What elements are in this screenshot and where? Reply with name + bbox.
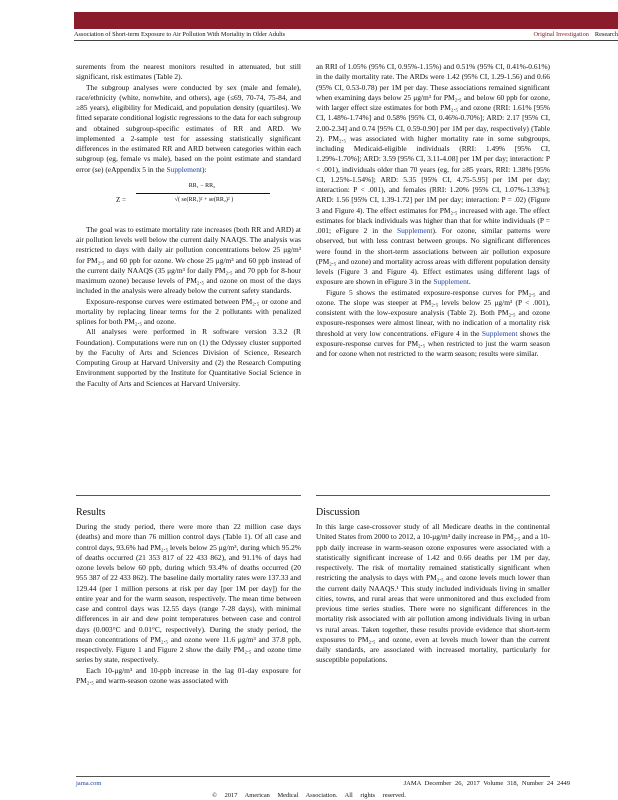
- header-rule: [74, 40, 618, 41]
- discussion-column: [316, 522, 550, 666]
- paragraph: In this large case-crossover study of all Medicare deaths in the continental United States from 2000 to 2012, a 10-μg/m³ daily increase in PM₂.₅ and a 10-ppb daily increase in warm-season ozone exposures were associated with a statistically significant increase of 1.42 and 0.66 deaths per 1M per day, respectively. The risk of mortality remained statistically significant when restricting the analysis to days with PM₂.₅ and ozone levels much lower than the current daily NAAQS.¹ This study included individuals living in smaller cities, towns, and rural areas that were unmonitored and thus excluded from previous time series studies. There were no significant differences in the mortality risk associated with air pollution among individuals living in urban vs rural areas. Taken together, these results provide evidence that short-term exposures to PM₂.₅ and ozone, even at levels much lower than the current daily standards, are associated with increased mortality, particularly for susceptible populations.: [316, 522, 550, 665]
- article-type-label: [533, 31, 618, 39]
- journal-site-link[interactable]: jama.com: [76, 780, 102, 787]
- supplement-link[interactable]: Supplement: [166, 164, 203, 174]
- paragraph: [316, 288, 550, 360]
- section-rule: [76, 495, 301, 496]
- text-span: .: [468, 277, 471, 287]
- equation-denominator: √( se(RR₁)² + se(RR₂)² ): [174, 196, 234, 203]
- z-test-equation: [76, 179, 301, 219]
- section-rule: [316, 495, 550, 496]
- text-span: Figure 5 shows the estimated exposure-response curves for PM₂.₅ and ozone. The slope was steeper at PM₂.₅ levels below 25 μg/m³ (P < .001), consistent with the low-exposure analysis (Table 2). Both PM₂.₅ and ozone exposure-responses were almost linear, with no indication of a mortality risk threshold at very low concentrations. eFigure 4 in the: [316, 287, 550, 338]
- section-label: Research: [594, 31, 618, 38]
- equation-numerator: RR₁ − RR₂: [188, 182, 216, 189]
- methods-column-right: [316, 62, 550, 359]
- paragraph: All analyses were performed in R software version 3.3.2 (R Foundation). Computations were run on (1) the Odyssey cluster supported by the Faculty of Arts and Sciences Division of Science, Research Computing Group at Harvard University and (2) the Research Computing Environment supported by the Institute for Quantitative Social Science in the Faculty of Arts and Sciences at Harvard University.: [76, 327, 301, 388]
- running-title: Association of Short-term Exposure to Air Pollution With Mortality in Older Adults: [74, 31, 286, 38]
- supplement-link[interactable]: Supplement: [481, 328, 518, 338]
- paragraph: During the study period, there were more than 22 million case days (deaths) and more than 76 million control days (Table 1). Of all case and control days, 93.6% had PM₂.₅ levels below 25 μg/m³, during which 95.2% of deaths occurred (21 353 817 of 22 433 862), and 91.1% of days had ozone levels below 60 ppb, during which 93.4% of deaths occurred (20 955 387 of 22 433 862). The baseline daily mortality rates were 137.33 and 129.44 (per 1 million persons at risk per day [per 1M per day]) for the entire year and for the warm season, respectively. The mean time between case and control days was 12.55 days (range 7-28 days), with minimal differences in air and dew point temperatures between case and control days (0.003°C and 0.01°C, respectively). During the study period, the mean concentrations of PM₂.₅ and ozone were 11.6 μg/m³ and 37.8 ppb, respectively. Figure 1 and Figure 2 show the daily PM₂.₅ and ozone time series by state, respectively.: [76, 522, 301, 665]
- text-span: ). For ozone, similar patterns were observed, but with less contrast between groups. No significant differences were found in the short-term associations between air pollution exposure (PM₂.₅ and ozone) and mortality across areas with different population density levels (Figure 3 and Figure 4). Effect estimates using different lags of exposure are shown in eFigure 3 in the: [316, 226, 550, 287]
- results-column: [76, 522, 301, 686]
- discussion-heading: Discussion: [316, 507, 360, 518]
- paragraph: The goal was to estimate mortality rate increases (both RR and ARD) at air pollution levels well below the current daily NAAQS. The analysis was restricted to days with daily air pollution concentrations below 25 μg/m³ for PM₂.₅ and 60 ppb for ozone. We chose 25 μg/m³ and 60 ppb instead of the current daily NAAQS (35 μg/m³ for daily PM₂.₅ and 70 ppb for 8-hour maximum ozone) because levels of PM₂.₅ and ozone on most of the days included in the analysis were already below the current safety standards.: [76, 224, 301, 296]
- article-type[interactable]: Original Investigation: [533, 31, 589, 38]
- journal-header-bar: [74, 12, 618, 29]
- supplement-link[interactable]: Supplement: [396, 226, 433, 235]
- footer-rule: [76, 776, 550, 777]
- paragraph: [316, 62, 550, 288]
- text-span: shows the exposure-response curves for PM₂.₅ when restricted to just the warm season and for ozone when not restricted to the warm season; results were similar.: [316, 328, 550, 358]
- paragraph: surements from the nearest monitors resulted in attenuated, but still significant, risk estimates (Table 2).: [76, 62, 301, 82]
- text-span: The subgroup analyses were conducted by sex (male and female), race/ethnicity (white, nonwhite, and others), age (≤69, 70-74, 75-84, and ≥85 years), eligibility for Medicaid, and population density (quartiles). We fitted separate conditional logistic regressions to the data for each subgroup and obtained subgroup-specific estimates of RR and ARD. We implemented a 2-sample test for assessing statistically significant differences in the estimated RR and ARD between categories within each subgroup (eg, female vs male), based on the point estimate and standard error (se) (eAppendix 5 in the: [76, 82, 301, 174]
- paragraph: Each 10-μg/m³ and 10-ppb increase in the lag 01-day exposure for PM₂.₅ and warm-season ozone was associated with: [76, 665, 301, 685]
- equation-z: Z =: [116, 195, 126, 204]
- copyright-notice: © 2017 American Medical Association. All rights reserved.: [212, 792, 406, 799]
- citation-line: JAMA December 26, 2017 Volume 318, Number 24 2449: [403, 780, 570, 787]
- methods-column-left: [76, 62, 301, 389]
- text-span: ):: [202, 164, 207, 174]
- fraction-bar: [136, 193, 270, 194]
- supplement-link[interactable]: Supplement: [433, 277, 469, 287]
- results-heading: Results: [76, 507, 106, 518]
- paragraph: [76, 83, 301, 175]
- text-span: an RRI of 1.05% (95% CI, 0.95%-1.15%) and 0.51% (95% CI, 0.41%-0.61%) in the daily mortality rate. The ARDs were 1.42 (95% CI, 1.29-1.56) and 0.66 (95% CI, 0.53-0.78) per 1M per day. These associations remained significant when examining days below 25 μg/m³ for PM₂.₅ and below 60 ppb for ozone, with larger effect size estimates for both PM₂.₅ and ozone (RRI: 1.61% [95% CI, 1.48%-1.74%] and 0.58% [95% CI, 0.46%-0.70%]; ARD: 2.17 [95% CI, 2.00-2.34] and 0.74 [95% CI, 0.59-0.90] per 1M per day, respectively) (Table 2). PM₂.₅ was associated with higher mortality rate in some subgroups, including Medicaid-eligible individuals (RRI: 1.49% [95% CI, 1.29%-1.70%]; ARD: 3.59 [95% CI, 3.11-4.08] per 1M per day; interaction: P < .001), individuals older than 70 years (eg, for ≥85 years, RRI: 1.38% [95% CI, 1.25%-1.54%]; ARD: 5.35 [95% CI, 4.75-5.95] per 1M per day; interaction: P < .001), and females (RRI: 1.20% [95% CI, 1.07%-1.33%]; ARD: 1.56 [95% CI, 1.39-1.72] per 1M per day; interaction: P = .02) (Figure 3 and Figure 4). The effect estimates for PM₂.₅ increased with age. The effect estimates for black individuals was higher than that for white individuals (P = .001; eFigure 2 in the: [316, 62, 550, 235]
- paragraph: Exposure-response curves were estimated between PM₂.₅ or ozone and mortality by replacing linear terms for the 2 pollutants with penalized splines for both PM₂.₅ and ozone.: [76, 296, 301, 326]
